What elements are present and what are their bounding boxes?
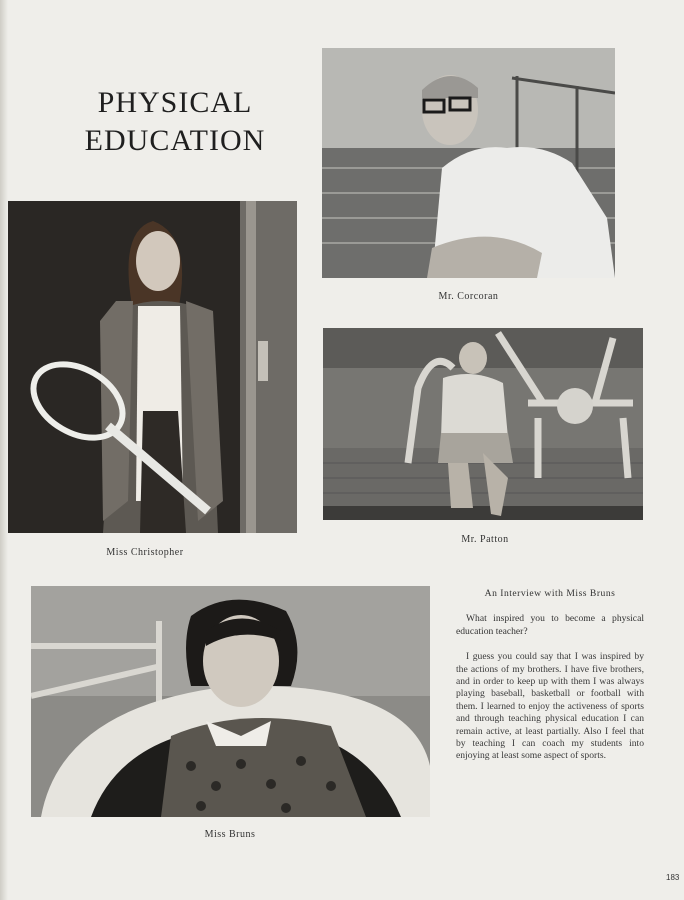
interview-answer: I guess you could say that I was inspired by the actions of my brothers. I have five brothers, and in order to keep up with them I was always playing baseball, basketball or football with them. I learned to enjoy the activeness of sports and through teaching physical education I can remain active, at least partially. Also I feel that by teaching I can coach my students into enjoying at least some aspect of sports. xyxy=(456,651,644,762)
interview-article xyxy=(456,588,644,763)
page-title xyxy=(40,84,310,160)
caption-mr-patton: Mr. Patton xyxy=(461,534,509,545)
page-number: 183 xyxy=(666,873,680,882)
page-title-line-2: EDUCATION xyxy=(84,124,266,157)
page-title-line-1: PHYSICAL xyxy=(97,86,253,119)
photo-miss-christopher xyxy=(8,201,297,533)
photo-mr-patton xyxy=(323,328,643,520)
interview-question: What inspired you to become a physical education teacher? xyxy=(456,613,644,637)
caption-miss-bruns: Miss Bruns xyxy=(204,829,256,840)
page-binding-edge xyxy=(0,0,8,900)
photo-mr-corcoran xyxy=(322,48,615,278)
photo-miss-bruns xyxy=(31,586,430,817)
caption-mr-corcoran: Mr. Corcoran xyxy=(438,291,499,302)
caption-miss-christopher: Miss Christopher xyxy=(106,547,184,558)
interview-heading: An Interview with Miss Bruns xyxy=(484,588,616,599)
